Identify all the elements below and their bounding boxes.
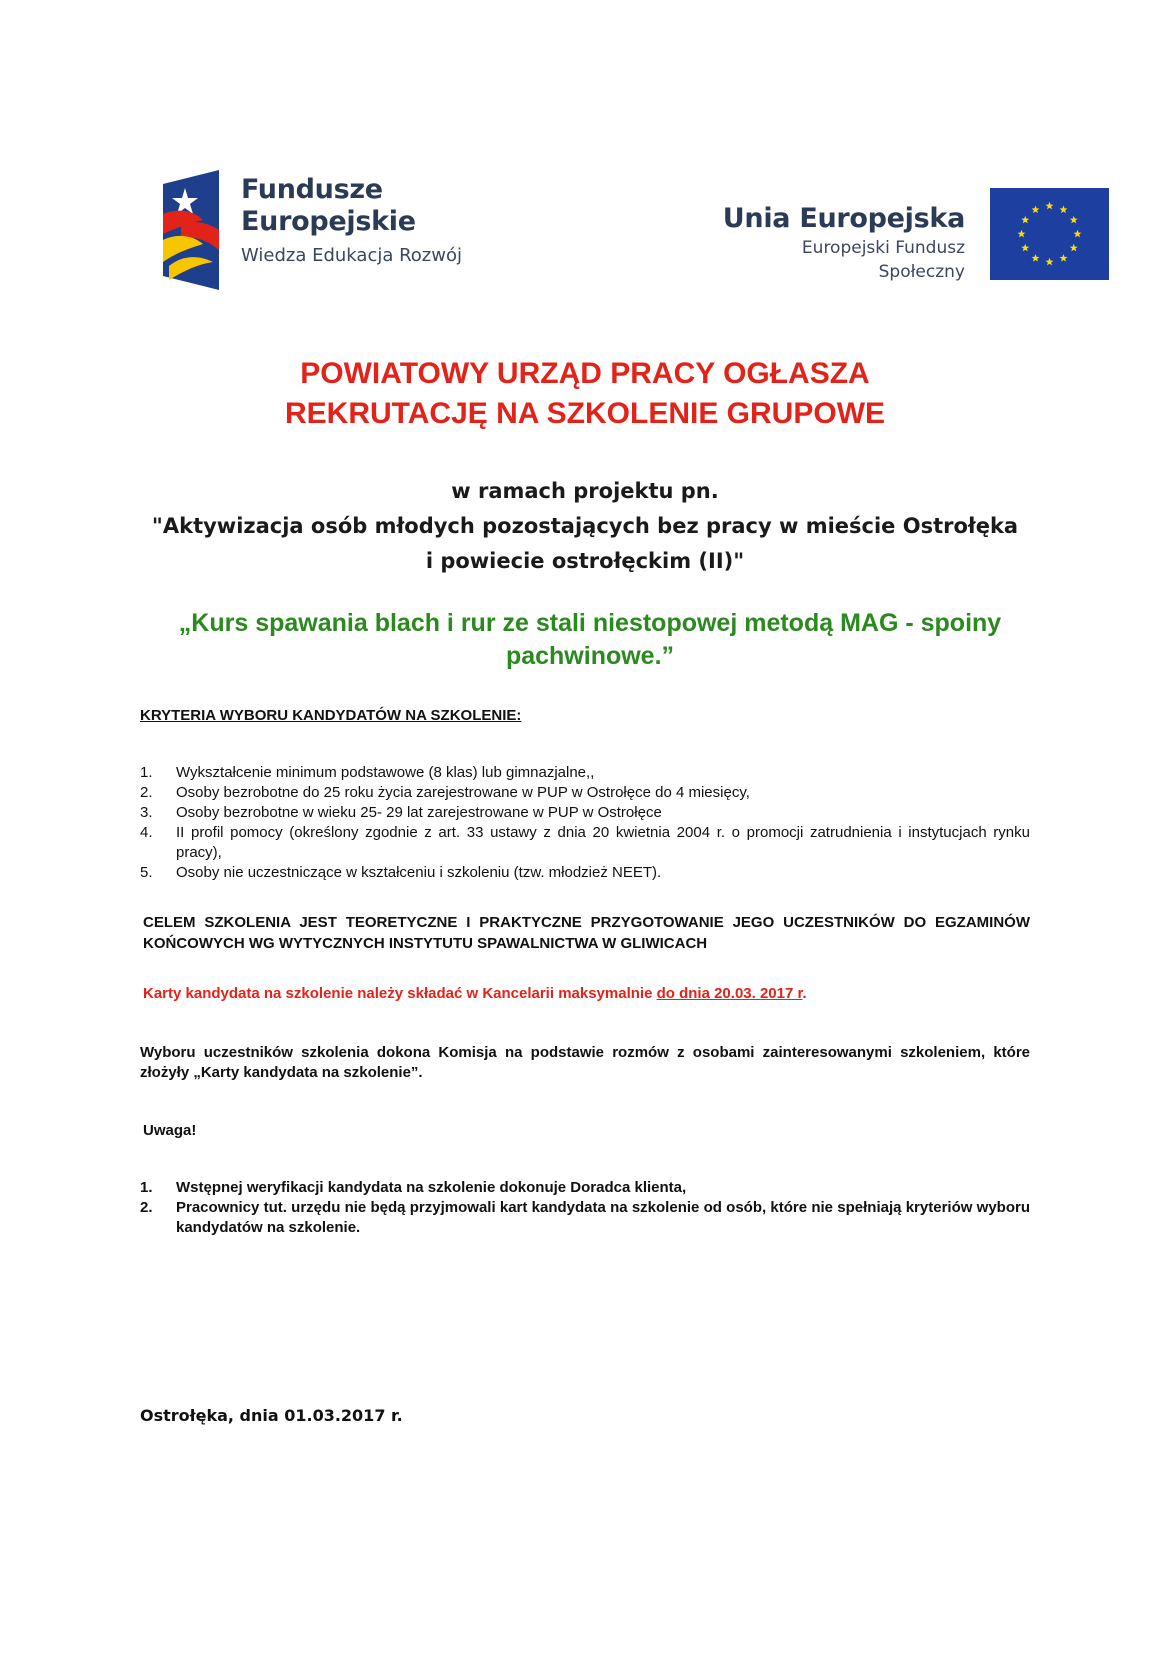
list-item <box>140 803 1030 823</box>
fundusze-europejskie-emblem-icon <box>163 170 219 290</box>
list-item-number: 2. <box>140 784 153 801</box>
list-item <box>140 783 1030 803</box>
eu-star-icon <box>1074 230 1082 238</box>
list-item-text: Osoby nie uczestniczące w kształceniu i szkoleniu (tzw. młodzież NEET). <box>176 864 662 881</box>
eu-flag-icon <box>990 188 1109 280</box>
fundusze-logo-line2: Europejskie <box>241 206 416 237</box>
eu-star-icon <box>1021 216 1029 224</box>
place-and-date: Ostrołęka, dnia 01.03.2017 r. <box>140 1406 403 1425</box>
course-name: „Kurs spawania blach i rur ze stali niestopowej metodą MAG - spoiny pachwinowe.” <box>178 609 1002 670</box>
deadline-text: Karty kandydata na szkolenie należy składać w Kancelarii maksymalnie <box>143 985 657 1002</box>
eu-star-icon <box>1070 216 1078 224</box>
list-item <box>140 823 1030 863</box>
eu-star-icon <box>1046 258 1054 266</box>
application-deadline <box>143 985 807 1002</box>
selection-info: Wyboru uczestników szkolenia dokona Komisja na podstawie rozmów z osobami zainteresowanymi szkoleniem, które złożyły „Karty kandydata na szkolenie”. <box>140 1044 1030 1081</box>
list-item-number: 5. <box>140 864 153 881</box>
list-item-text: Pracownicy tut. urzędu nie będą przyjmowali kart kandydata na szkolenie od osób, które nie spełniają kryteriów wyboru kandydatów na szkolenie. <box>176 1199 1030 1236</box>
list-item-text: Osoby bezrobotne do 25 roku życia zarejestrowane w PUP w Ostrołęce do 4 miesięcy, <box>176 784 750 801</box>
eu-star-icon <box>1070 244 1078 252</box>
training-goal: CELEM SZKOLENIA JEST TEORETYCZNE I PRAKTYCZNE PRZYGOTOWANIE JEGO UCZESTNIKÓW DO EGZAMINÓW KOŃCOWYCH WG WYTYCZNYCH INSTYTUTU SPAWALNICTWA W GLIWICACH <box>143 914 1030 952</box>
list-item-number: 3. <box>140 804 153 821</box>
list-item-text: Wykształcenie minimum podstawowe (8 klas) lub gimnazjalne,, <box>176 764 595 781</box>
criteria-list <box>140 763 1030 883</box>
eu-star-icon <box>1032 206 1040 214</box>
list-item-number: 4. <box>140 824 153 841</box>
project-name-line2: i powiecie ostrołęckim (II)" <box>425 549 745 573</box>
unia-europejska-logo <box>720 188 1110 284</box>
eu-star-icon <box>1032 254 1040 262</box>
fundusze-europejskie-logo <box>163 170 463 290</box>
announcement-title-line2: REKRUTACJĘ NA SZKOLENIE GRUPOWE <box>284 397 886 430</box>
announcement-title-line1: POWIATOWY URZĄD PRACY OGŁASZA <box>300 357 870 390</box>
deadline-date: do dnia 20.03. 2017 r <box>656 985 803 1002</box>
list-item-number: 2. <box>140 1199 153 1216</box>
list-item-number: 1. <box>140 764 153 781</box>
deadline-suffix: . <box>802 985 807 1002</box>
list-item-text: II profil pomocy (określony zgodnie z art. 33 ustawy z dnia 20 kwietnia 2004 r. o promocji zatrudnienia i instytucjach rynku pracy), <box>176 824 1030 861</box>
list-item-text: Osoby bezrobotne w wieku 25- 29 lat zarejestrowane w PUP w Ostrołęce <box>176 804 662 821</box>
eu-star-icon <box>1060 206 1068 214</box>
project-intro: w ramach projektu pn. <box>451 479 719 503</box>
eu-star-icon <box>1060 254 1068 262</box>
project-name-line1: "Aktywizacja osób młodych pozostających bez pracy w mieście Ostrołęka <box>151 514 1019 538</box>
unia-logo-line2: Europejski Fundusz Społeczny <box>801 238 965 282</box>
eu-star-icon <box>1046 202 1054 210</box>
list-item <box>140 763 1030 783</box>
list-item-text: Wstępnej weryfikacji kandydata na szkolenie dokonuje Doradca klienta, <box>176 1179 687 1196</box>
list-item-number: 1. <box>140 1179 153 1196</box>
list-item <box>140 1198 1030 1238</box>
list-item <box>140 1178 1030 1198</box>
eu-star-icon <box>1021 244 1029 252</box>
unia-logo-line1: Unia Europejska <box>722 203 965 234</box>
note-list <box>140 1178 1030 1238</box>
eu-star-icon <box>1018 230 1026 238</box>
list-item <box>140 863 1030 883</box>
note-heading: Uwaga! <box>143 1122 197 1139</box>
fundusze-logo-tagline: Wiedza Edukacja Rozwój <box>241 245 462 266</box>
fundusze-logo-line1: Fundusze <box>241 174 383 205</box>
criteria-heading: KRYTERIA WYBORU KANDYDATÓW NA SZKOLENIE: <box>140 707 522 724</box>
